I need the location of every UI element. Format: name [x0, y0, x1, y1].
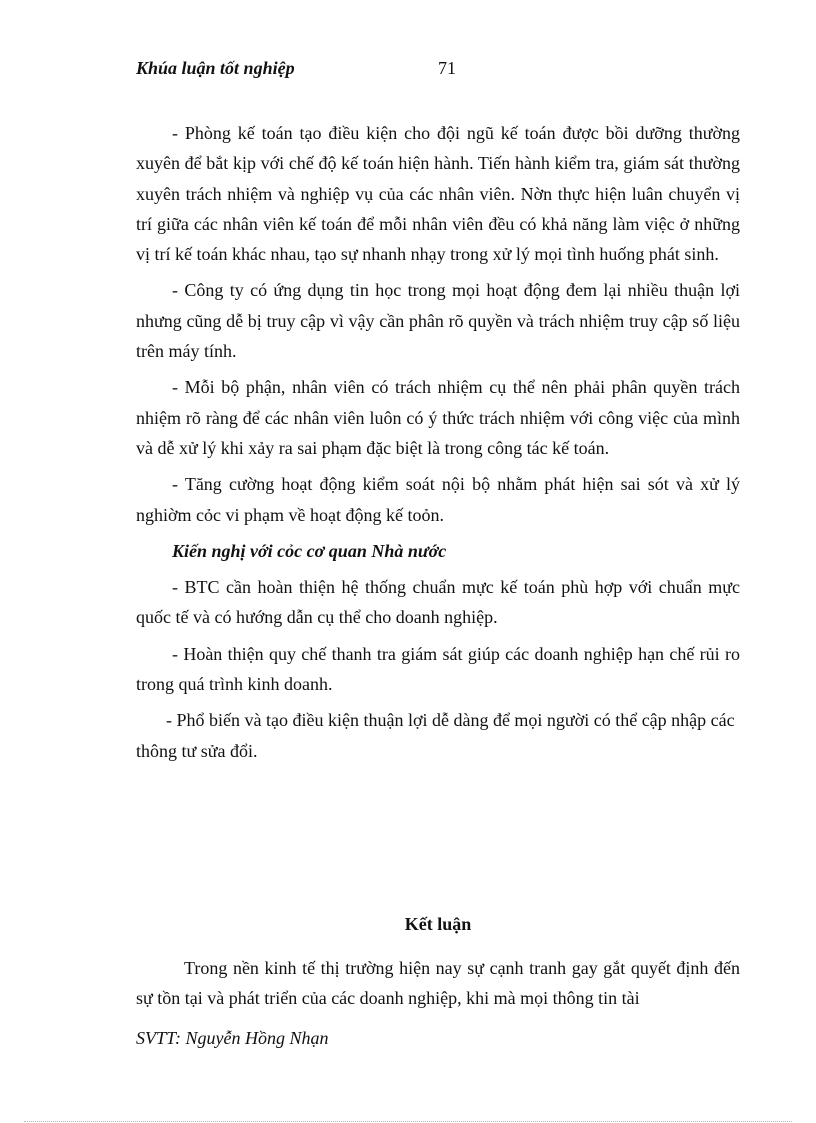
paragraph-accounting-training: - Phòng kế toán tạo điều kiện cho đội ngũ kế toán được bồi dưỡng thường xuyên để bắt kịp với chế độ kế toán hiện hành. Tiến hành kiểm tra, giám sát thường xuyên trách nhiệm và nghiệp vụ của các nhân viên. Nờn thực hiện luân chuyển vị trí giữa các nhân viên kế toán để mỗi nhân viên đều có khả năng làm việc ở những vị trí kế toán khác nhau, tạo sự nhanh nhạy trong xử lý mọi tình huống phát sinh.: [136, 123, 740, 265]
document-body: [136, 118, 740, 772]
paragraph-inspection: - Hoàn thiện quy chế thanh tra giám sát giúp các doanh nghiệp hạn chế rủi ro trong quá trình kinh doanh.: [136, 643, 740, 695]
paragraph-btc-standards: - BTC cần hoàn thiện hệ thống chuẩn mực kế toán phù hợp với chuẩn mực quốc tế và có hướng dẫn cụ thể cho doanh nghiệp.: [136, 577, 740, 628]
footer-author: SVTT: Nguyễn Hồng Nhạn: [136, 1028, 329, 1048]
header-title: Khúa luận tốt nghiệp: [136, 58, 295, 78]
page-bottom-divider: [24, 1121, 792, 1122]
section-heading: Kiến nghị với cỏc cơ quan Nhà nước: [172, 540, 447, 561]
paragraph-it-access: - Công ty có ứng dụng tin học trong mọi hoạt động đem lại nhiều thuận lợi nhưng cũng dễ bị truy cập vì vậy cần phân rõ quyền và trách nhiệm truy cập số liệu trên máy tính.: [136, 280, 740, 362]
paragraph-internal-control: - Tăng cường hoạt động kiểm soát nội bộ nhằm phát hiện sai sót và xử lý nghiờm cỏc vi phạm về hoạt động kế toỏn.: [136, 474, 740, 525]
page-number: 71: [438, 58, 456, 78]
paragraph-dissemination: - Phổ biến và tạo điều kiện thuận lợi dễ dàng để mọi người có thể cập nhập các thông tư sửa đổi.: [136, 710, 735, 761]
conclusion-paragraph: Trong nền kinh tế thị trường hiện nay sự cạnh tranh gay gắt quyết định đến sự tồn tại và phát triển của các doanh nghiệp, khi mà mọi thông tin tài: [136, 958, 740, 1008]
conclusion-title: Kết luận: [404, 914, 472, 934]
paragraph-responsibility: - Mỗi bộ phận, nhân viên có trách nhiệm cụ thể nên phải phân quyền trách nhiệm rõ ràng để các nhân viên luôn có ý thức trách nhiệm với công việc của mình và dễ xử lý khi xảy ra sai phạm đặc biệt là trong công tác kế toán.: [136, 377, 740, 458]
